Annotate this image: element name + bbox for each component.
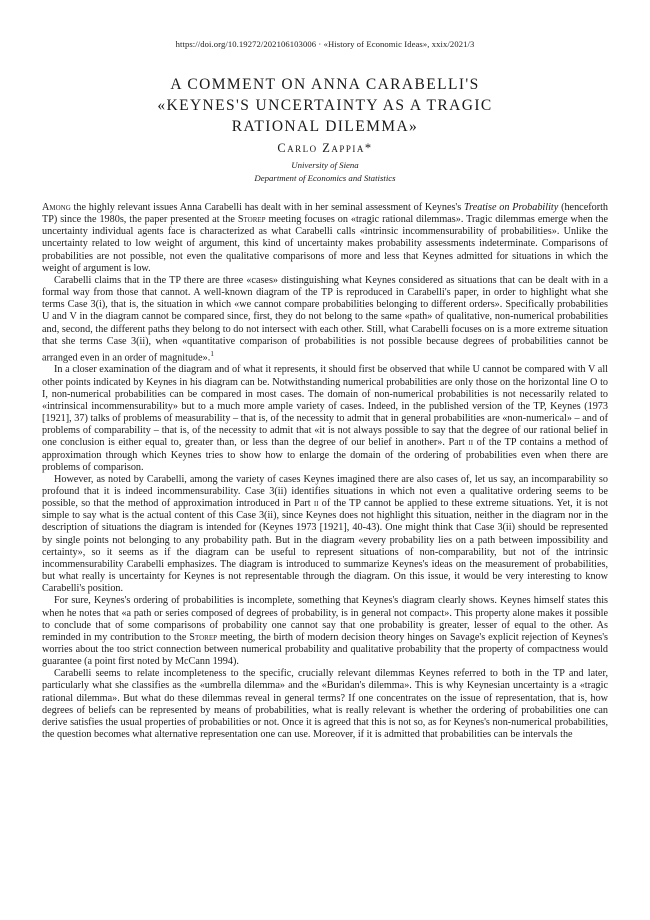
title-line-1: A COMMENT ON ANNA CARABELLI'S: [170, 76, 480, 93]
article-title: [80, 74, 570, 137]
running-head: https://doi.org/10.19272/202106103006 · «History of Economic Ideas», xxix/2021/3: [175, 39, 475, 49]
author-footnote-mark: *: [364, 141, 373, 155]
paragraph-5: For sure, Keynes's ordering of probabilities is incomplete, something that Keynes's diagram clearly shows. Keynes himself states this when he notes that «a path or series composed of degrees of probability, is in general not compact». This property alone makes it possible to conclude that of some comparisons of probability one cannot say that one probability is greater, lesser of equal to the other. As reminded in my contribution to the Storep meeting, the birth of modern decision theory hinges on Savage's explicit rejection of Keynes's worries about the too strict connection between numerical probability and qualitative probability that the property of compactness would guarantee (a point first noted by McCann 1994).: [42, 595, 608, 668]
title-line-3: RATIONAL DILEMMA»: [231, 118, 419, 135]
author-name: Carlo Zappia: [277, 141, 365, 155]
book-title: Treatise on Probability: [464, 202, 559, 213]
paragraph-1: Among the highly relevant issues Anna Carabelli has dealt with in her seminal assessment of Keynes's Treatise on Probability (henceforth TP) since the 1980s, the paper presented at the Storep meeting focuses on «tragic rational dilemmas». Tragic dilemmas emerge when the uncertainty individual agents face is characterized as what Carabelli calls «intrinsic incommensurability of probabilities». Unlike the uncertainty related to low weight of argument, this kind of uncertainty makes probability assessments indeterminate. Comparisons of probabilities are not possible, not even the qualitative comparisons of more and less that Keynes admitted for situations in which the weight of argument is low.: [42, 202, 609, 274]
paragraph-1-lead: Among: [42, 202, 71, 213]
footnote-ref-1[interactable]: 1: [210, 349, 214, 358]
paragraph-4: However, as noted by Carabelli, among the variety of cases Keynes imagined there are also cases of, let us say, an incomparability so profound that it is indeed incommensurability. Case 3(ii) identifies situations in which not even a qualitative ordering seems to be possible, so that the method of approximation introduced in Part ii of the TP cannot be applied to these extreme situations. Yet, it is not simple to say what is the actual content of this Case 3(ii), since Keynes does not highlight this situation, neither in the diagram nor in the description of situations the diagram is intended for (Keynes 1973 [1921], 40-43). One might think that Case 3(ii) should be represented by single points not belonging to any probability path. But in the diagram «every probability lies on a path between impossibility and certainty», so it seems as if the diagram can be useful to represent situations of non-comparability, but not of the intrinsic incommensurability Carabelli emphasizes. The diagram is introduced to summarize Keynes's ideas on the measurement of probabilities, but what really is uncertainty for Keynes is not representable through the diagram. On this issue, it would be very interesting to know Carabelli's position.: [42, 473, 609, 595]
affiliation-department: Department of Economics and Statistics: [254, 173, 396, 183]
paragraph-6: Carabelli seems to relate incompleteness to the specific, crucially relevant dilemmas Keynes referred to both in the TP and later, particularly what she classifies as the «umbrella dilemma» and the «Buridan's dilemma». This is why Keynesian uncertainty is a «tragic rational dilemma». But what do these dilemmas reveal in general terms? If one concentrates on the issue of representation, that is, how degrees of beliefs can be represented by means of probabilities, what is really relevant is whether the ordering of probabilities one can derive satisfies the usual properties of probabilities or not. Once it is agreed that this is not so, as for Keynes's non-numerical probabilities, the question becomes what alternative representation one can use. Moreover, if it is admitted that probabilities can be intervals the: [42, 668, 608, 741]
paragraph-3: In a closer examination of the diagram and of what it represents, it should first be observed that while U cannot be compared with V all other points indicated by Keynes in his diagram can be. Notwithstanding numerical probabilities are only those on the horizontal line O to I, non-numerical probabilities can be compared in most cases. The domain of non-numerical probabilities is not necessarily related to «intrinsical incommensurability» but to a much more ample variety of cases. Indeed, in the published version of the TP, Keynes (1973 [1921], 37) talks of problems of measurability – that is, of the necessity to admit that in general probabilities are «non-numerical» – and of problems of comparability – that is, of the necessity to admit that «it is not always possible to say that the degree of our rational belief in one conclusion is either equal to, greater than, or less than the degree of our belief in another». Part ii of the TP contains a method of approximation through which Keynes tries to show how to enlarge the domain of the ordering of probabilities even when there are problems of comparison.: [42, 364, 608, 473]
paragraph-2: Carabelli claims that in the TP there are three «cases» distinguishing what Keynes considered as situations that can be dealt with in a formal way from those that cannot. A well-known diagram of the TP is reproduced in Carabelli's paper, in order to highlight what she terms Case 3(i), that is, the situation in which «we cannot compare probabilities belonging to different orders». Specifically probabilities U and V in the diagram cannot be compared since, first, they do not belong to the same «path» of qualitative, non-numerical probabilities and, second, the different paths they belong to do not intersect with each other. Still, what Carabelli focuses on is a more extreme situation that she terms Case 3(ii), when «quantitative comparison of probabilities is not possible because degrees of probabilities cannot be arranged even in an order of magnitude».$^1$: [42, 274, 608, 364]
article-body: [42, 202, 608, 741]
title-line-2: «KEYNES'S UNCERTAINTY AS A TRAGIC: [157, 97, 493, 114]
author-line: [0, 141, 650, 156]
storep-name: Storep: [237, 214, 266, 226]
affiliation-university: University of Siena: [291, 160, 359, 170]
